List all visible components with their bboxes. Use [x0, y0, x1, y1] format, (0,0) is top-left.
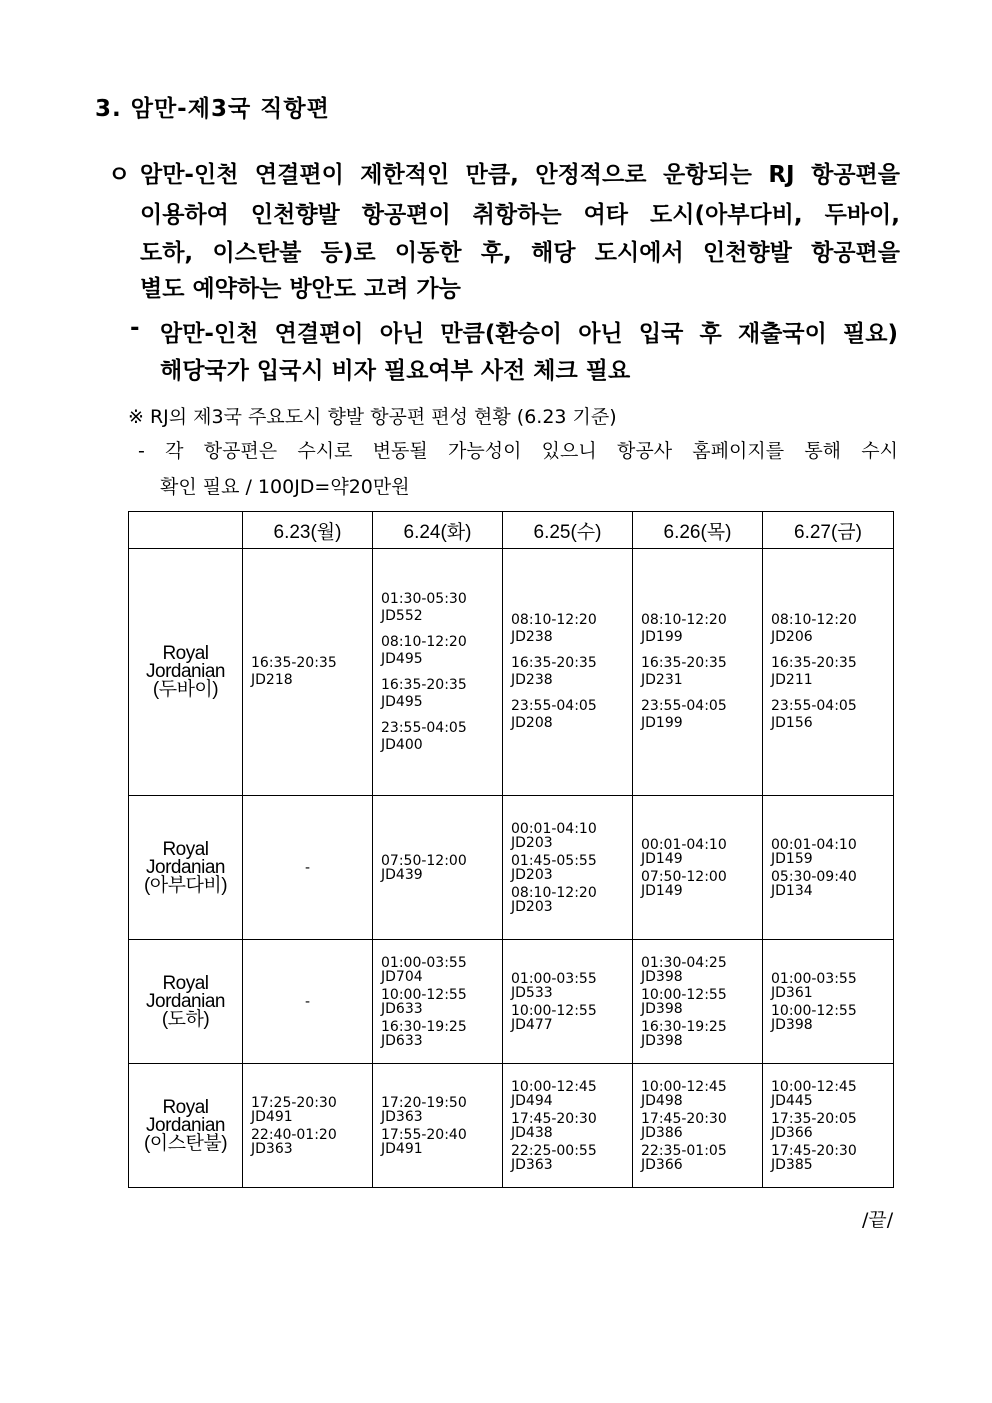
flight-entry — [771, 612, 893, 646]
flight-time: 22:35-01:05 — [641, 1142, 727, 1159]
flight-price: JD495 — [381, 650, 423, 667]
flight-entry — [381, 854, 502, 882]
flight-entry — [771, 1080, 893, 1108]
flight-entry — [511, 698, 632, 732]
flight-time: 01:45-05:55 — [511, 852, 597, 869]
flight-cell — [763, 940, 894, 1064]
flight-entry — [641, 1112, 762, 1140]
flight-entry — [381, 1128, 502, 1156]
flight-time: 17:55-20:40 — [381, 1126, 467, 1143]
flight-price: JD206 — [771, 629, 813, 645]
flight-entry — [641, 655, 762, 689]
flight-time: 17:25-20:30 — [251, 1094, 337, 1111]
flight-entry — [771, 1144, 893, 1172]
table-row — [129, 796, 894, 940]
airline-label-line: (아부다비) — [143, 874, 228, 896]
flight-price: JD363 — [511, 1156, 553, 1173]
flight-time: 10:00-12:45 — [511, 1078, 597, 1095]
flight-entry — [251, 1128, 372, 1156]
flight-entry — [771, 1112, 893, 1140]
flight-price: JD386 — [641, 1124, 683, 1141]
flight-price: JD361 — [771, 984, 813, 1001]
flight-time: 10:00-12:55 — [771, 1002, 857, 1019]
end-mark: /끝/ — [862, 1209, 894, 1231]
flight-time: 01:00-03:55 — [771, 970, 857, 987]
flight-price: JD156 — [771, 715, 813, 731]
flight-time: 16:30-19:25 — [641, 1018, 727, 1035]
airline-label-line: Jordanian — [146, 856, 225, 878]
flight-time: 10:00-12:45 — [641, 1078, 727, 1095]
flight-cell — [373, 940, 503, 1064]
flight-price: JD494 — [511, 1092, 553, 1109]
flight-time: 16:35-20:35 — [251, 655, 337, 671]
flight-price: JD363 — [251, 1140, 293, 1157]
airline-label-line: Royal — [162, 972, 209, 994]
flight-entry — [641, 988, 762, 1016]
airline-label-line: Jordanian — [146, 990, 225, 1012]
flight-time: 16:35-20:35 — [511, 655, 597, 671]
bullet-line: 암만-인천 연결편이 제한적인 만큼, 안정적으로 운항되는 RJ 항공편을 — [140, 162, 900, 188]
bullet-marker: ㅇ — [108, 162, 131, 188]
airline-cell — [129, 549, 243, 796]
flight-price: JD218 — [251, 672, 293, 688]
flight-time: 10:00-12:55 — [641, 986, 727, 1003]
flight-time: 23:55-04:05 — [641, 698, 727, 714]
flight-time: 08:10-12:20 — [381, 633, 467, 650]
flight-cell — [503, 940, 633, 1064]
airline-cell — [129, 796, 243, 940]
flight-price: JD238 — [511, 629, 553, 645]
flight-cell — [763, 549, 894, 796]
flight-entry — [641, 1020, 762, 1048]
header-cell: 6.27(금) — [763, 512, 894, 549]
flight-price: JD208 — [511, 715, 553, 731]
flight-entry — [381, 1096, 502, 1124]
flight-price: JD445 — [771, 1092, 813, 1109]
flight-price: JD363 — [381, 1108, 423, 1125]
flight-price: JD439 — [381, 866, 423, 883]
flight-entry — [641, 838, 762, 866]
table-row — [129, 549, 894, 796]
flight-entry — [771, 838, 893, 866]
flight-entry — [641, 698, 762, 732]
flight-price: JD633 — [381, 1000, 423, 1017]
flight-entry — [381, 1020, 502, 1048]
flight-time: 16:35-20:35 — [771, 655, 857, 671]
flight-price: JD159 — [771, 850, 813, 867]
flight-time: 08:10-12:20 — [511, 612, 597, 628]
flight-time: 07:50-12:00 — [381, 852, 467, 869]
flight-entry — [641, 956, 762, 984]
bullet-line: 이용하여 인천향발 항공편이 취항하는 여타 도시(아부다비, 두바이, — [140, 202, 900, 228]
flight-price: JD149 — [641, 850, 683, 867]
header-cell — [129, 512, 243, 549]
flight-cell — [633, 1064, 763, 1188]
section-title: 3. 암만-제3국 직항편 — [95, 96, 330, 122]
flight-cell — [243, 549, 373, 796]
flight-price: JD498 — [641, 1092, 683, 1109]
flight-time: 16:35-20:35 — [381, 676, 467, 693]
flight-entry — [641, 612, 762, 646]
flight-entry — [251, 1096, 372, 1124]
flight-schedule-table — [128, 511, 894, 1188]
flight-time: 17:45-20:30 — [641, 1110, 727, 1127]
note-sub-line: - 각 항공편은 수시로 변동될 가능성이 있으니 항공사 홈페이지를 통해 수시 — [138, 440, 898, 462]
flight-entry — [381, 720, 502, 754]
flight-entry — [511, 822, 632, 850]
flight-time: 23:55-04:05 — [381, 719, 467, 736]
header-cell: 6.26(목) — [633, 512, 763, 549]
flight-time: 07:50-12:00 — [641, 868, 727, 885]
flight-price: JD366 — [641, 1156, 683, 1173]
bullet-line: 별도 예약하는 방안도 고려 가능 — [140, 276, 461, 302]
flight-entry — [771, 655, 893, 689]
flight-entry — [771, 972, 893, 1000]
flight-time: 01:30-04:25 — [641, 954, 727, 971]
flight-price: JD238 — [511, 672, 553, 688]
flight-time: 17:35-20:05 — [771, 1110, 857, 1127]
flight-price: JD704 — [381, 968, 423, 985]
flight-price: JD385 — [771, 1156, 813, 1173]
flight-entry — [511, 655, 632, 689]
flight-time: 08:10-12:20 — [771, 612, 857, 628]
sub-dash: - — [130, 315, 140, 341]
airline-cell — [129, 1064, 243, 1188]
airline-label-line: Jordanian — [146, 661, 225, 682]
flight-time: 16:30-19:25 — [381, 1018, 467, 1035]
flight-entry — [511, 854, 632, 882]
flight-cell — [503, 1064, 633, 1188]
flight-time: 17:45-20:30 — [511, 1110, 597, 1127]
table-row — [129, 1064, 894, 1188]
flight-time: 00:01-04:10 — [511, 820, 597, 837]
flight-price: JD398 — [771, 1016, 813, 1033]
flight-price: JD438 — [511, 1124, 553, 1141]
flight-cell — [373, 796, 503, 940]
flight-price: JD231 — [641, 672, 683, 688]
flight-time: 01:30-05:30 — [381, 590, 467, 607]
flight-cell — [373, 1064, 503, 1188]
airline-cell — [129, 940, 243, 1064]
flight-time: 08:10-12:20 — [511, 884, 597, 901]
header-cell: 6.24(화) — [373, 512, 503, 549]
airline-label-line: Royal — [162, 643, 209, 664]
flight-entry — [511, 972, 632, 1000]
flight-entry — [771, 870, 893, 898]
flight-price: JD533 — [511, 984, 553, 1001]
flight-price: JD491 — [381, 1140, 423, 1157]
flight-entry — [771, 1004, 893, 1032]
flight-time: 10:00-12:45 — [771, 1078, 857, 1095]
flight-price: JD491 — [251, 1108, 293, 1125]
flight-cell — [503, 549, 633, 796]
flight-time: 22:40-01:20 — [251, 1126, 337, 1143]
table-row — [129, 940, 894, 1064]
flight-time: 01:00-03:55 — [381, 954, 467, 971]
header-cell: 6.23(월) — [243, 512, 373, 549]
flight-price: JD203 — [511, 898, 553, 915]
flight-cell — [763, 796, 894, 940]
flight-entry — [251, 655, 372, 689]
flight-entry — [641, 1080, 762, 1108]
flight-cell — [633, 796, 763, 940]
flight-entry — [641, 870, 762, 898]
flight-price: JD134 — [771, 882, 813, 899]
airline-label-line: Royal — [162, 1096, 209, 1118]
no-flight-cell: - — [243, 796, 373, 940]
flight-time: 17:45-20:30 — [771, 1142, 857, 1159]
flight-price: JD400 — [381, 736, 423, 753]
airline-label-line: Jordanian — [146, 1114, 225, 1136]
flight-price: JD477 — [511, 1016, 553, 1033]
flight-entry — [511, 1004, 632, 1032]
flight-entry — [381, 677, 502, 711]
airline-label-line: (도하) — [161, 1008, 210, 1030]
flight-time: 23:55-04:05 — [771, 698, 857, 714]
flight-price: JD398 — [641, 1000, 683, 1017]
note-sub-line: 확인 필요 / 100JD=약20만원 — [160, 476, 410, 498]
flight-entry — [381, 956, 502, 984]
flight-price: JD398 — [641, 968, 683, 985]
flight-time: 22:25-00:55 — [511, 1142, 597, 1159]
sub-line: 해당국가 입국시 비자 필요여부 사전 체크 필요 — [160, 358, 631, 384]
sub-line: 암만-인천 연결편이 아닌 만큼(환승이 아닌 입국 후 재출국이 필요) — [160, 321, 898, 347]
flight-price: JD203 — [511, 866, 553, 883]
flight-cell — [633, 940, 763, 1064]
airline-label-line: (두바이) — [152, 679, 219, 700]
flight-cell — [243, 1064, 373, 1188]
airline-label-line: Royal — [162, 838, 209, 860]
flight-time: 17:20-19:50 — [381, 1094, 467, 1111]
flight-entry — [511, 612, 632, 646]
flight-price: JD199 — [641, 715, 683, 731]
no-flight-cell: - — [243, 940, 373, 1064]
flight-cell — [503, 796, 633, 940]
flight-time: 00:01-04:10 — [771, 836, 857, 853]
flight-time: 00:01-04:10 — [641, 836, 727, 853]
flight-price: JD398 — [641, 1032, 683, 1049]
bullet-line: 도하, 이스탄불 등)로 이동한 후, 해당 도시에서 인천향발 항공편을 — [140, 240, 900, 266]
flight-price: JD149 — [641, 882, 683, 899]
flight-time: 08:10-12:20 — [641, 612, 727, 628]
flight-time: 01:00-03:55 — [511, 970, 597, 987]
flight-entry — [381, 988, 502, 1016]
flight-entry — [511, 886, 632, 914]
flight-entry — [641, 1144, 762, 1172]
table-note: ※ RJ의 제3국 주요도시 향발 항공편 편성 현황 (6.23 기준) — [128, 406, 617, 428]
flight-entry — [381, 591, 502, 625]
flight-price: JD203 — [511, 834, 553, 851]
flight-time: 10:00-12:55 — [511, 1002, 597, 1019]
flight-entry — [381, 634, 502, 668]
flight-time: 23:55-04:05 — [511, 698, 597, 714]
airline-label-line: (이스탄불) — [143, 1132, 228, 1154]
flight-cell — [373, 549, 503, 796]
flight-entry — [771, 698, 893, 732]
flight-price: JD633 — [381, 1032, 423, 1049]
flight-entry — [511, 1080, 632, 1108]
flight-price: JD552 — [381, 607, 423, 624]
flight-entry — [511, 1144, 632, 1172]
flight-price: JD211 — [771, 672, 813, 688]
flight-price: JD495 — [381, 693, 423, 710]
flight-entry — [511, 1112, 632, 1140]
table-header-row — [129, 512, 894, 549]
flight-time: 10:00-12:55 — [381, 986, 467, 1003]
flight-time: 16:35-20:35 — [641, 655, 727, 671]
header-cell: 6.25(수) — [503, 512, 633, 549]
flight-time: 05:30-09:40 — [771, 868, 857, 885]
flight-price: JD366 — [771, 1124, 813, 1141]
flight-cell — [633, 549, 763, 796]
flight-price: JD199 — [641, 629, 683, 645]
flight-cell — [763, 1064, 894, 1188]
